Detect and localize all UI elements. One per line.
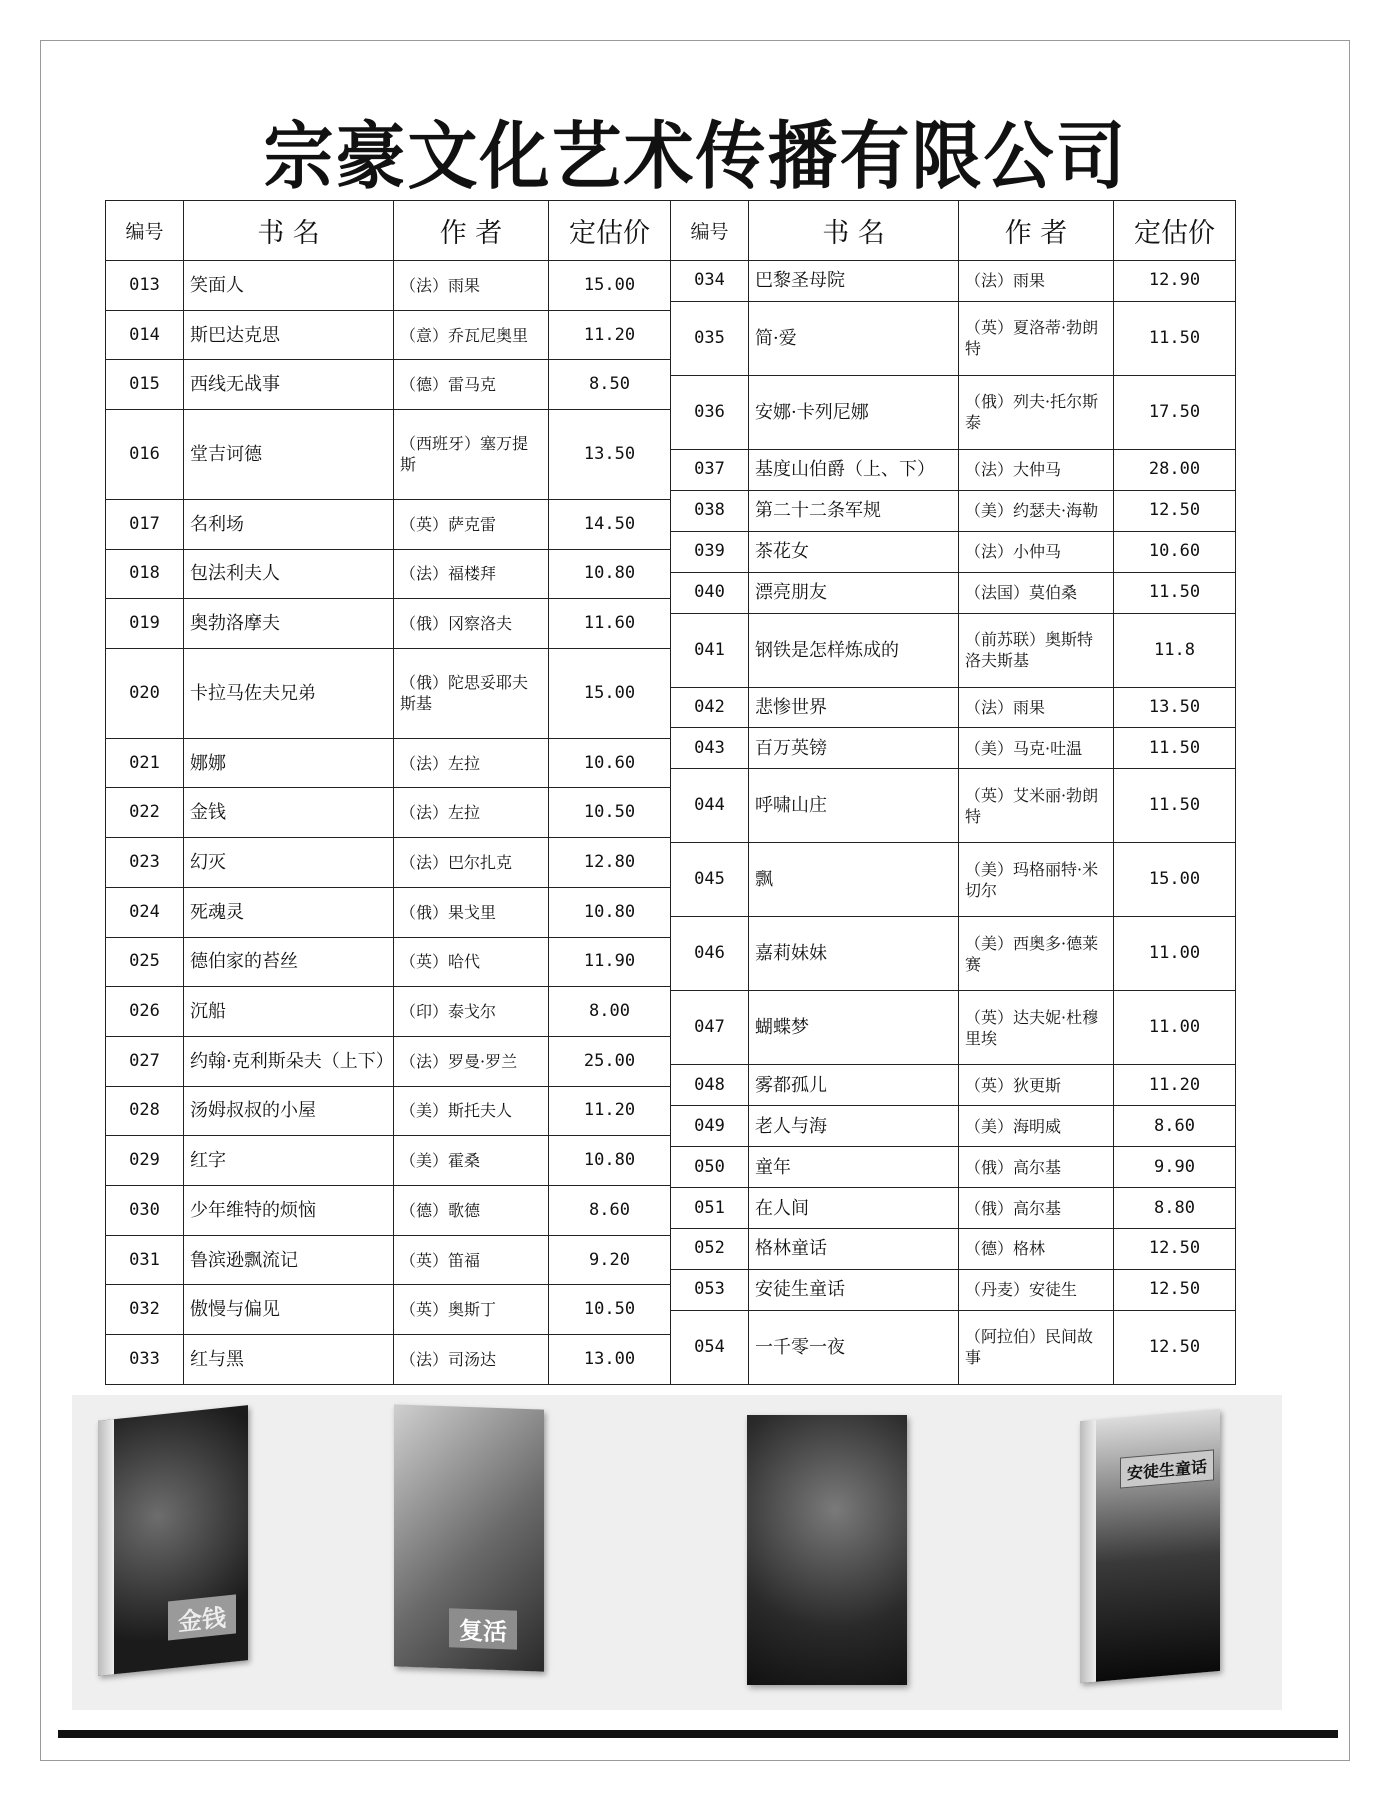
book-title: 死魂灵 (184, 887, 394, 937)
book-title: 巴黎圣母院 (749, 261, 959, 302)
book-price: 10.50 (549, 788, 671, 838)
bottom-rule (58, 1730, 1338, 1738)
book-author: （英）狄更斯 (959, 1065, 1114, 1106)
book-price: 11.20 (1114, 1065, 1236, 1106)
book-number: 036 (671, 375, 749, 449)
book-title: 红与黑 (184, 1335, 394, 1385)
table-row (671, 301, 1236, 375)
book-author: （德）歌德 (394, 1185, 549, 1235)
book-cover-title: 金钱 (168, 1594, 236, 1640)
header-price: 定估价 (1114, 201, 1236, 261)
book-price: 11.00 (1114, 991, 1236, 1065)
table-row (106, 1036, 671, 1086)
book-title: 沉船 (184, 987, 394, 1037)
table-row (106, 410, 671, 500)
book-author: （前苏联）奥斯特洛夫斯基 (959, 613, 1114, 687)
book-author: （法）雨果 (959, 261, 1114, 302)
book-price: 15.00 (549, 648, 671, 738)
book-title: 第二十二条军规 (749, 490, 959, 531)
book-spine (1080, 1420, 1096, 1683)
book-number: 017 (106, 499, 184, 549)
book-title: 简·爱 (749, 301, 959, 375)
book-price: 11.90 (549, 937, 671, 987)
book-title: 呼啸山庄 (749, 769, 959, 843)
book-title: 约翰·克利斯朵夫（上下） (184, 1036, 394, 1086)
book-title: 茶花女 (749, 531, 959, 572)
table-row (106, 261, 671, 311)
book-title: 雾都孤儿 (749, 1065, 959, 1106)
book-author: （俄）高尔基 (959, 1188, 1114, 1229)
book-number: 030 (106, 1185, 184, 1235)
book-title: 斯巴达克思 (184, 310, 394, 360)
book-number: 024 (106, 887, 184, 937)
book-price: 15.00 (1114, 843, 1236, 917)
book-author: （英）笛福 (394, 1235, 549, 1285)
book-title: 童年 (749, 1147, 959, 1188)
book-price: 11.50 (1114, 769, 1236, 843)
book-author: （意）乔瓦尼奥里 (394, 310, 549, 360)
header-no: 编号 (671, 201, 749, 261)
book-author: （阿拉伯）民间故事 (959, 1310, 1114, 1384)
table-row (671, 261, 1236, 302)
catalog-table-right (670, 200, 1236, 1385)
book-price: 8.60 (1114, 1106, 1236, 1147)
book-title: 堂吉诃德 (184, 410, 394, 500)
book-price: 12.50 (1114, 490, 1236, 531)
book-catalog (105, 200, 1235, 1385)
book-title: 笑面人 (184, 261, 394, 311)
book-price: 8.60 (549, 1185, 671, 1235)
book-price: 13.50 (549, 410, 671, 500)
book-price: 8.50 (549, 360, 671, 410)
book-price: 14.50 (549, 499, 671, 549)
table-header-row (106, 201, 671, 261)
book-price: 12.50 (1114, 1310, 1236, 1384)
book-author: （法）巴尔扎克 (394, 838, 549, 888)
book-number: 049 (671, 1106, 749, 1147)
table-row (671, 449, 1236, 490)
book-author: （印）泰戈尔 (394, 987, 549, 1037)
book-number: 013 (106, 261, 184, 311)
book-price: 10.80 (549, 1136, 671, 1186)
book-title: 少年维特的烦恼 (184, 1185, 394, 1235)
book-author: （俄）列夫·托尔斯泰 (959, 375, 1114, 449)
table-row (106, 1185, 671, 1235)
book-cover-title: 复活 (449, 1608, 517, 1649)
header-title: 书 名 (184, 201, 394, 261)
book-number: 029 (106, 1136, 184, 1186)
book-title: 在人间 (749, 1188, 959, 1229)
catalog-left (105, 200, 670, 1385)
book-author: （英）哈代 (394, 937, 549, 987)
book-author: （西班牙）塞万提斯 (394, 410, 549, 500)
book-number: 052 (671, 1229, 749, 1270)
book-title: 蝴蝶梦 (749, 991, 959, 1065)
table-row (671, 991, 1236, 1065)
book-price: 9.90 (1114, 1147, 1236, 1188)
book-price: 12.50 (1114, 1269, 1236, 1310)
table-row (106, 887, 671, 937)
book-author: （法）罗曼·罗兰 (394, 1036, 549, 1086)
table-row (106, 310, 671, 360)
book-title: 老人与海 (749, 1106, 959, 1147)
header-price: 定估价 (549, 201, 671, 261)
book-cover-image (1080, 1409, 1220, 1683)
table-row (671, 1229, 1236, 1270)
book-number: 053 (671, 1269, 749, 1310)
book-author: （法国）莫伯桑 (959, 572, 1114, 613)
book-number: 033 (106, 1335, 184, 1385)
book-number: 014 (106, 310, 184, 360)
book-author: （德）格林 (959, 1229, 1114, 1270)
book-title: 德伯家的苔丝 (184, 937, 394, 987)
book-price: 25.00 (549, 1036, 671, 1086)
book-number: 021 (106, 738, 184, 788)
table-row (106, 499, 671, 549)
book-number: 023 (106, 838, 184, 888)
book-price: 11.20 (549, 1086, 671, 1136)
book-title: 安娜·卡列尼娜 (749, 375, 959, 449)
book-price: 11.50 (1114, 572, 1236, 613)
book-title: 娜娜 (184, 738, 394, 788)
book-author: （美）马克·吐温 (959, 728, 1114, 769)
book-number: 022 (106, 788, 184, 838)
book-number: 025 (106, 937, 184, 987)
book-price: 15.00 (549, 261, 671, 311)
book-author: （丹麦）安徒生 (959, 1269, 1114, 1310)
table-row (106, 987, 671, 1037)
book-title: 汤姆叔叔的小屋 (184, 1086, 394, 1136)
book-author: （英）奥斯丁 (394, 1285, 549, 1335)
table-row (671, 769, 1236, 843)
book-number: 044 (671, 769, 749, 843)
book-author: （英）艾米丽·勃朗特 (959, 769, 1114, 843)
book-number: 040 (671, 572, 749, 613)
table-row (671, 1106, 1236, 1147)
book-author: （美）霍桑 (394, 1136, 549, 1186)
book-price: 12.80 (549, 838, 671, 888)
book-price: 10.50 (549, 1285, 671, 1335)
book-number: 043 (671, 728, 749, 769)
book-author: （法）雨果 (394, 261, 549, 311)
book-title: 百万英镑 (749, 728, 959, 769)
table-row (671, 1147, 1236, 1188)
book-price: 11.50 (1114, 301, 1236, 375)
book-spine (98, 1419, 114, 1676)
book-title: 奥勃洛摩夫 (184, 599, 394, 649)
table-row (671, 375, 1236, 449)
book-author: （法）雨果 (959, 687, 1114, 728)
book-title: 包法利夫人 (184, 549, 394, 599)
table-row (106, 1136, 671, 1186)
book-number: 050 (671, 1147, 749, 1188)
book-number: 019 (106, 599, 184, 649)
book-author: （法）司汤达 (394, 1335, 549, 1385)
header-author: 作 者 (394, 201, 549, 261)
header-author: 作 者 (959, 201, 1114, 261)
book-number: 016 (106, 410, 184, 500)
table-row (671, 1065, 1236, 1106)
book-price: 28.00 (1114, 449, 1236, 490)
book-cover-image (747, 1415, 907, 1685)
book-author: （美）西奥多·德莱赛 (959, 917, 1114, 991)
book-number: 042 (671, 687, 749, 728)
book-price: 11.50 (1114, 728, 1236, 769)
book-price: 11.60 (549, 599, 671, 649)
book-number: 027 (106, 1036, 184, 1086)
book-price: 12.90 (1114, 261, 1236, 302)
table-row (671, 687, 1236, 728)
table-row (106, 1086, 671, 1136)
book-title: 鲁滨逊飘流记 (184, 1235, 394, 1285)
table-row (106, 788, 671, 838)
book-number: 018 (106, 549, 184, 599)
book-author: （法）左拉 (394, 738, 549, 788)
book-number: 020 (106, 648, 184, 738)
book-price: 11.8 (1114, 613, 1236, 687)
book-title: 嘉莉妹妹 (749, 917, 959, 991)
book-author: （美）海明威 (959, 1106, 1114, 1147)
table-row (106, 599, 671, 649)
book-cover-gallery (72, 1395, 1282, 1710)
table-row (106, 838, 671, 888)
table-row (671, 613, 1236, 687)
book-cover-title: 安徒生童话 (1120, 1449, 1214, 1488)
book-title: 金钱 (184, 788, 394, 838)
table-row (671, 1269, 1236, 1310)
book-price: 10.60 (1114, 531, 1236, 572)
book-price: 10.80 (549, 887, 671, 937)
book-price: 8.80 (1114, 1188, 1236, 1229)
table-row (106, 549, 671, 599)
table-row (106, 1285, 671, 1335)
book-title: 飘 (749, 843, 959, 917)
book-number: 031 (106, 1235, 184, 1285)
book-author: （美）玛格丽特·米切尔 (959, 843, 1114, 917)
book-number: 032 (106, 1285, 184, 1335)
book-title: 卡拉马佐夫兄弟 (184, 648, 394, 738)
table-row (671, 728, 1236, 769)
book-price: 17.50 (1114, 375, 1236, 449)
table-row (671, 1310, 1236, 1384)
company-title: 宗豪文化艺术传播有限公司 (263, 113, 1128, 200)
book-price: 12.50 (1114, 1229, 1236, 1270)
book-cover-image (394, 1404, 544, 1671)
book-author: （俄）高尔基 (959, 1147, 1114, 1188)
book-number: 046 (671, 917, 749, 991)
book-title: 格林童话 (749, 1229, 959, 1270)
table-row (106, 648, 671, 738)
book-price: 9.20 (549, 1235, 671, 1285)
table-row (106, 937, 671, 987)
book-title: 西线无战事 (184, 360, 394, 410)
book-number: 034 (671, 261, 749, 302)
book-title: 幻灭 (184, 838, 394, 888)
book-title: 漂亮朋友 (749, 572, 959, 613)
book-number: 047 (671, 991, 749, 1065)
header-title: 书 名 (749, 201, 959, 261)
book-number: 037 (671, 449, 749, 490)
book-author: （俄）果戈里 (394, 887, 549, 937)
book-author: （法）左拉 (394, 788, 549, 838)
table-row (106, 1335, 671, 1385)
book-price: 8.00 (549, 987, 671, 1037)
table-row (106, 738, 671, 788)
book-author: （俄）冈察洛夫 (394, 599, 549, 649)
table-row (671, 917, 1236, 991)
book-title: 一千零一夜 (749, 1310, 959, 1384)
book-author: （英）萨克雷 (394, 499, 549, 549)
book-title: 悲惨世界 (749, 687, 959, 728)
table-row (671, 1188, 1236, 1229)
book-number: 035 (671, 301, 749, 375)
table-header-row (671, 201, 1236, 261)
book-number: 038 (671, 490, 749, 531)
book-number: 045 (671, 843, 749, 917)
book-author: （俄）陀思妥耶夫斯基 (394, 648, 549, 738)
book-number: 048 (671, 1065, 749, 1106)
book-title: 安徒生童话 (749, 1269, 959, 1310)
book-title: 名利场 (184, 499, 394, 549)
book-number: 015 (106, 360, 184, 410)
catalog-table-left (105, 200, 671, 1385)
table-row (671, 572, 1236, 613)
table-row (106, 1235, 671, 1285)
table-row (671, 843, 1236, 917)
book-author: （法）小仲马 (959, 531, 1114, 572)
catalog-right (670, 200, 1235, 1385)
book-author: （英）达夫妮·杜穆里埃 (959, 991, 1114, 1065)
book-author: （美）斯托夫人 (394, 1086, 549, 1136)
book-number: 041 (671, 613, 749, 687)
header-no: 编号 (106, 201, 184, 261)
book-number: 026 (106, 987, 184, 1037)
book-cover-image (98, 1405, 248, 1676)
book-number: 054 (671, 1310, 749, 1384)
book-title: 基度山伯爵（上、下） (749, 449, 959, 490)
book-price: 13.50 (1114, 687, 1236, 728)
book-price: 11.20 (549, 310, 671, 360)
book-number: 028 (106, 1086, 184, 1136)
table-row (106, 360, 671, 410)
book-price: 13.00 (549, 1335, 671, 1385)
book-title: 傲慢与偏见 (184, 1285, 394, 1335)
book-number: 051 (671, 1188, 749, 1229)
book-author: （法）福楼拜 (394, 549, 549, 599)
book-author: （德）雷马克 (394, 360, 549, 410)
book-price: 11.00 (1114, 917, 1236, 991)
table-row (671, 531, 1236, 572)
book-price: 10.60 (549, 738, 671, 788)
table-row (671, 490, 1236, 531)
book-author: （英）夏洛蒂·勃朗特 (959, 301, 1114, 375)
book-author: （美）约瑟夫·海勒 (959, 490, 1114, 531)
book-author: （法）大仲马 (959, 449, 1114, 490)
book-title: 红字 (184, 1136, 394, 1186)
book-number: 039 (671, 531, 749, 572)
book-price: 10.80 (549, 549, 671, 599)
book-title: 钢铁是怎样炼成的 (749, 613, 959, 687)
